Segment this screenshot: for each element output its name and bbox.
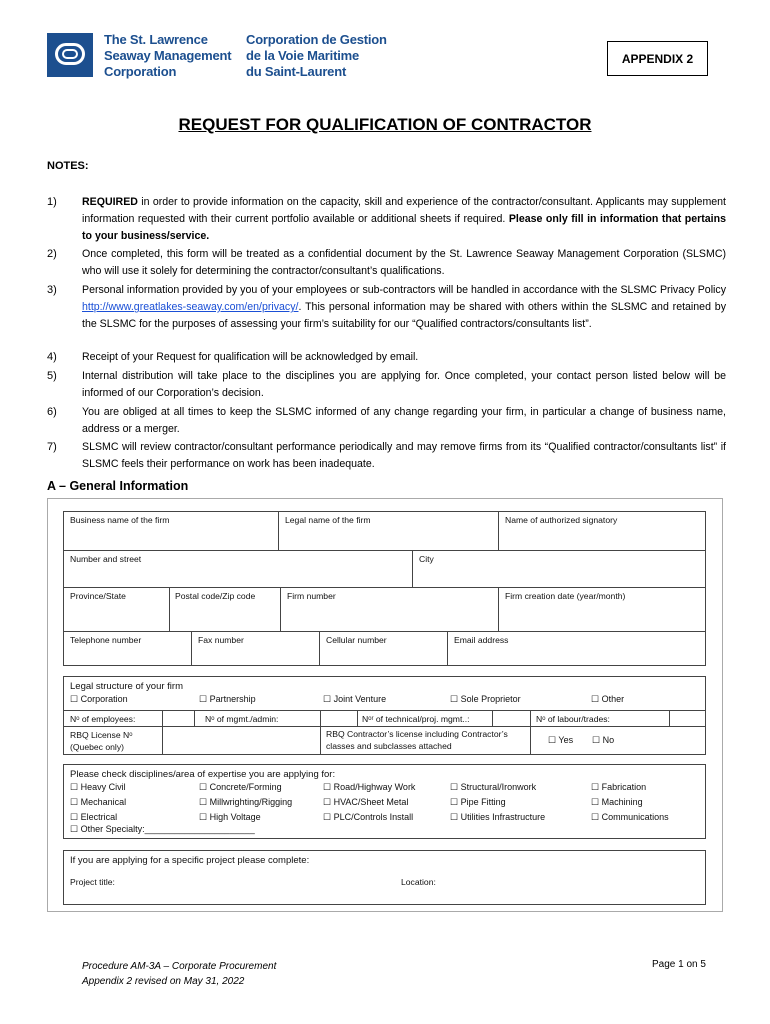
legal-structure-block bbox=[63, 676, 706, 755]
hvac-checkbox[interactable]: ☐ HVAC/Sheet Metal bbox=[323, 797, 409, 807]
appendix-label: APPENDIX 2 bbox=[607, 41, 708, 76]
note-6: You are obliged at all times to keep the SLSMC informed of any change regarding your firm, in particular a change of business name, address or a merger. bbox=[82, 406, 726, 435]
fabrication-checkbox[interactable]: ☐ Fabrication bbox=[591, 782, 647, 792]
divider bbox=[320, 726, 321, 755]
city-label: City bbox=[419, 554, 434, 564]
electrical-checkbox[interactable]: ☐ Electrical bbox=[70, 812, 118, 822]
rbq-yes-checkbox[interactable]: ☐ Yes bbox=[548, 735, 574, 745]
logo-inner-shape bbox=[62, 49, 78, 59]
province-label: Province/State bbox=[70, 591, 126, 601]
business-name-label: Business name of the firm bbox=[70, 515, 170, 525]
note-7-num: 7) bbox=[47, 441, 57, 453]
telephone-label: Telephone number bbox=[70, 635, 142, 645]
fax-label: Fax number bbox=[198, 635, 244, 645]
divider bbox=[669, 710, 670, 726]
divider bbox=[357, 710, 358, 726]
labour-label: Nᵒ of labour/trades: bbox=[536, 714, 610, 724]
divider bbox=[530, 710, 531, 726]
row-province bbox=[63, 587, 706, 632]
cellular-label: Cellular number bbox=[326, 635, 387, 645]
email-label: Email address bbox=[454, 635, 509, 645]
divider bbox=[492, 710, 493, 726]
divider bbox=[64, 710, 705, 711]
project-title-field[interactable]: Project title: bbox=[70, 877, 115, 887]
footer-procedure: Procedure AM-3A – Corporate Procurement Appendix 2 revised on May 31, 2022 bbox=[82, 961, 277, 987]
note-3-num: 3) bbox=[47, 284, 57, 296]
millwrighting-checkbox[interactable]: ☐ Millwrighting/Rigging bbox=[199, 797, 293, 807]
rbq-no-checkbox[interactable]: ☐ No bbox=[592, 735, 615, 745]
project-block bbox=[63, 850, 706, 905]
partnership-checkbox[interactable]: ☐ Partnership bbox=[199, 694, 256, 704]
note-4: Receipt of your Request for qualification will be acknowledged by email. bbox=[82, 351, 419, 363]
location-field[interactable]: Location: bbox=[401, 877, 436, 887]
other-checkbox[interactable]: ☐ Other bbox=[591, 694, 625, 704]
note-1-num: 1) bbox=[47, 196, 57, 208]
note-5: Internal distribution will take place to the disciplines you are applying for. Once completed, your contact person listed below will be informed of our Corporation’s decision. bbox=[82, 370, 726, 399]
rbq-license-label: RBQ License Nᵒ (Quebec only) bbox=[70, 730, 133, 752]
note-5-num: 5) bbox=[47, 370, 57, 382]
joint-venture-checkbox[interactable]: ☐ Joint Venture bbox=[323, 694, 387, 704]
divider bbox=[320, 710, 321, 726]
note-6-num: 6) bbox=[47, 406, 57, 418]
row-firm-names bbox=[63, 511, 706, 551]
divider bbox=[162, 710, 163, 755]
page-title: REQUEST FOR QUALIFICATION OF CONTRACTOR bbox=[178, 115, 592, 134]
creation-date-label: Firm creation date (year/month) bbox=[505, 591, 626, 601]
other-specialty-checkbox[interactable]: ☐ Other Specialty:______________________ bbox=[70, 824, 255, 834]
legal-name-label: Legal name of the firm bbox=[285, 515, 371, 525]
note-1: REQUIRED in order to provide information on the capacity, skill and experience of the contractor/consultant. Applicants may supplement information requested with their current portfolio available or additional sheets if required. Please only fill in information that pertains to your business/service. bbox=[82, 196, 726, 242]
plc-controls-checkbox[interactable]: ☐ PLC/Controls Install bbox=[323, 812, 414, 822]
communications-checkbox[interactable]: ☐ Communications bbox=[591, 812, 669, 822]
note-2: Once completed, this form will be treated as a confidential document by the St. Lawrence Seaway Management Corporation (SLSMC) who will use it solely for determining the contractor/consultant’s qualifications. bbox=[82, 248, 726, 277]
project-heading: If you are applying for a specific project please complete: bbox=[70, 855, 310, 866]
postal-label: Postal code/Zip code bbox=[175, 591, 256, 601]
notes-heading: NOTES: bbox=[47, 160, 89, 172]
structural-ironwork-checkbox[interactable]: ☐ Structural/Ironwork bbox=[450, 782, 537, 792]
rbq-description: RBQ Contractor’s license including Contractor’s classes and subclasses attached bbox=[326, 729, 508, 751]
note-3: Personal information provided by you of your employees or sub-contractors will be handled in accordance with the SLSMC Privacy Policy http://www.greatlakes-seaway.com/en/privacy/. This personal information may be shared with others within the SLSMC and retained by the SLSMC for the purposes of assessing your firm’s suitability for our “Qualified contractors/consultants list”. bbox=[82, 284, 726, 330]
heavy-civil-checkbox[interactable]: ☐ Heavy Civil bbox=[70, 782, 126, 792]
firm-number-label: Firm number bbox=[287, 591, 336, 601]
row-contact bbox=[63, 631, 706, 666]
concrete-forming-checkbox[interactable]: ☐ Concrete/Forming bbox=[199, 782, 282, 792]
mgmt-label: Nᵒ of mgmt./admin: bbox=[205, 714, 279, 724]
row-address bbox=[63, 550, 706, 588]
pipe-fitting-checkbox[interactable]: ☐ Pipe Fitting bbox=[450, 797, 506, 807]
disciplines-block bbox=[63, 764, 706, 839]
divider bbox=[194, 710, 195, 726]
note-4-num: 4) bbox=[47, 351, 57, 363]
disciplines-heading: Please check disciplines/area of expertise you are applying for: bbox=[70, 769, 336, 780]
road-highway-checkbox[interactable]: ☐ Road/Highway Work bbox=[323, 782, 416, 792]
org-name-en: The St. Lawrence Seaway Management Corporation bbox=[104, 32, 232, 79]
note-7: SLSMC will review contractor/consultant performance periodically and may remove firms from its “Qualified contractor/consultants list” if SLSMC feels their performance on work has been inadequate. bbox=[82, 441, 726, 470]
number-street-label: Number and street bbox=[70, 554, 142, 564]
high-voltage-checkbox[interactable]: ☐ High Voltage bbox=[199, 812, 261, 822]
sole-proprietor-checkbox[interactable]: ☐ Sole Proprietor bbox=[450, 694, 521, 704]
divider bbox=[530, 726, 531, 755]
mechanical-checkbox[interactable]: ☐ Mechanical bbox=[70, 797, 127, 807]
utilities-checkbox[interactable]: ☐ Utilities Infrastructure bbox=[450, 812, 546, 822]
note-2-num: 2) bbox=[47, 248, 57, 260]
org-name-fr: Corporation de Gestion de la Voie Maritime du Saint-Laurent bbox=[246, 32, 387, 79]
employees-label: Nᵒ of employees: bbox=[70, 714, 136, 724]
legal-structure-label: Legal structure of your firm bbox=[70, 681, 183, 692]
section-a-heading: A – General Information bbox=[47, 479, 189, 493]
divider bbox=[64, 726, 705, 727]
technical-label: Nᵒʳ of technical/proj. mgmt..: bbox=[362, 714, 470, 724]
authorized-signatory-label: Name of authorized signatory bbox=[505, 515, 618, 525]
privacy-policy-link[interactable]: http://www.greatlakes-seaway.com/en/privacy/ bbox=[82, 301, 299, 313]
page-number: Page 1 on 5 bbox=[652, 959, 706, 970]
machining-checkbox[interactable]: ☐ Machining bbox=[591, 797, 643, 807]
corporation-checkbox[interactable]: ☐ Corporation bbox=[70, 694, 128, 704]
